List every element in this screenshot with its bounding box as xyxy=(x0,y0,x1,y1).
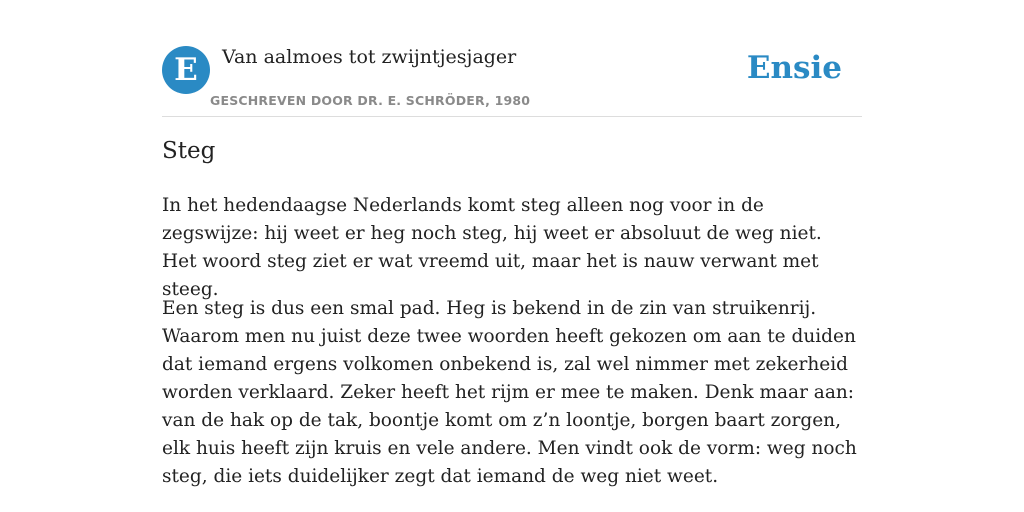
ensie-logo-icon[interactable]: E xyxy=(162,46,210,94)
entry-title: Steg xyxy=(162,138,216,164)
byline: GESCHREVEN DOOR DR. E. SCHRÖDER, 1980 xyxy=(210,93,531,108)
book-title[interactable]: Van aalmoes tot zwijntjesjager xyxy=(222,46,517,68)
brand-logo[interactable]: Ensie xyxy=(746,50,842,86)
entry-paragraph-2: Een steg is dus een smal pad. Heg is bekend in de zin van struikenrij. Waarom men nu juist deze twee woorden heeft gekozen om aan te duiden dat iemand ergens volkomen onbekend is, zal wel nimmer met zekerheid worden verklaard. Zeker heeft het rijm er mee te maken. Denk maar aan: van de hak op de tak, boontje komt om z’n loontje, borgen baart zorgen, elk huis heeft zijn kruis en vele andere. Men vindt ook de vorm: weg noch steg, die iets duidelijker zegt dat iemand de weg niet weet. xyxy=(162,298,857,487)
entry-paragraph-1: In het hedendaagse Nederlands komt steg alleen nog voor in de zegswijze: hij weet er heg noch steg, hij weet er absoluut de weg niet. Het woord steg ziet er wat vreemd uit, maar het is nauw verwant met steeg. xyxy=(162,195,822,300)
header xyxy=(162,42,862,117)
